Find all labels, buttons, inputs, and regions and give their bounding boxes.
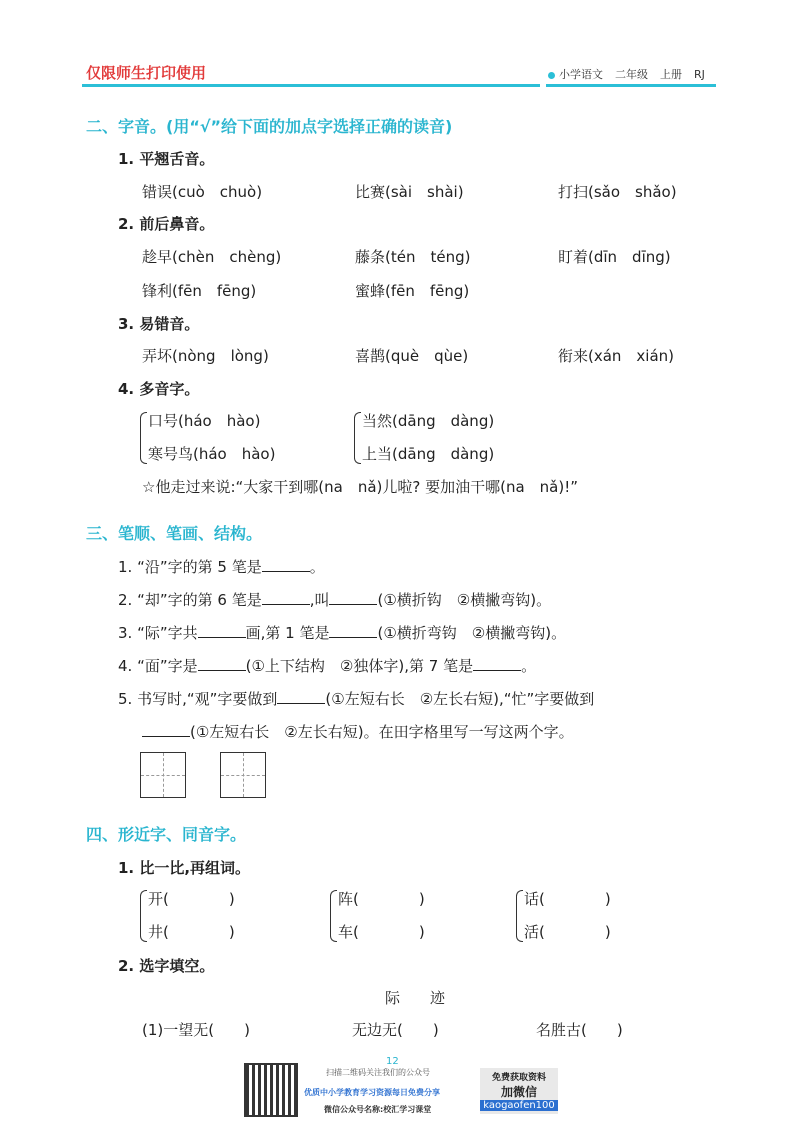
header-rule-right [546, 84, 716, 87]
pinyin-item: 趁早(chèn chèng) [142, 248, 282, 266]
question-text: (①上下结构 ②独体字),第 7 笔是 [245, 657, 474, 675]
footer-account: 微信公众号名称:校汇学习课堂 [324, 1105, 432, 1114]
brace [140, 890, 147, 942]
word-pair: 开( ) [148, 890, 235, 908]
question-text: 5. 书写时,“观”字要做到 [118, 690, 278, 708]
question-text: 3. “际”字共 [118, 624, 198, 642]
tianzi-grid[interactable] [220, 752, 266, 798]
sub-heading: 1. 比一比,再组词。 [118, 859, 251, 877]
answer-blank[interactable] [198, 656, 246, 671]
sub-heading: 2. 选字填空。 [118, 957, 215, 975]
question-4 [118, 655, 536, 676]
question-text: 。 [521, 657, 537, 675]
answer-blank[interactable] [262, 557, 310, 572]
section-3-title: 三、笔顺、笔画、结构。 [86, 524, 263, 543]
pinyin-item: 弄坏(nòng lòng) [142, 347, 269, 365]
badge-line: 加微信 [500, 1085, 537, 1099]
qr-code [244, 1063, 298, 1117]
word-pair: 活( ) [524, 923, 611, 941]
pinyin-item: 错误(cuò chuò) [142, 183, 263, 201]
section-4-title: 四、形近字、同音字。 [86, 825, 247, 844]
brace [140, 412, 147, 464]
word-pair: 井( ) [148, 923, 235, 941]
footer-slogan: 优质中小学教育学习资源每日免费分享 [304, 1088, 440, 1097]
fill-item: 无边无( ) [352, 1021, 439, 1039]
book-info [548, 66, 705, 82]
fill-item: 名胜古( ) [536, 1021, 623, 1039]
question-text: 。 [309, 558, 325, 576]
question-text: 1. “沿”字的第 5 笔是 [118, 558, 262, 576]
question-text: 2. “却”字的第 6 笔是 [118, 591, 262, 609]
question-text: ,叫 [309, 591, 330, 609]
sub-heading: 4. 多音字。 [118, 380, 200, 398]
volume: 上册 [660, 68, 682, 81]
word-pair: 车( ) [338, 923, 425, 941]
sub-heading: 1. 平翘舌音。 [118, 150, 215, 168]
page-number: 12 [386, 1056, 399, 1067]
brace [330, 890, 337, 942]
edition: RJ [694, 68, 705, 81]
sub-heading: 3. 易错音。 [118, 315, 200, 333]
pinyin-item: 衔来(xán xián) [558, 347, 675, 365]
pinyin-item: 喜鹊(què qùe) [355, 347, 469, 365]
answer-blank[interactable] [142, 722, 190, 737]
question-text: 4. “面”字是 [118, 657, 198, 675]
question-3 [118, 622, 566, 643]
fill-item: (1)一望无( ) [142, 1021, 250, 1039]
sub-heading: 2. 前后鼻音。 [118, 215, 215, 233]
pinyin-item: 锋利(fēn fēng) [142, 282, 257, 300]
grade: 二年级 [615, 68, 648, 81]
pinyin-item: 盯着(dīn dīng) [558, 248, 671, 266]
pinyin-item: 当然(dāng dàng) [362, 412, 495, 430]
pinyin-item: 寒号鸟(háo hào) [148, 445, 276, 463]
question-text: (①横折钩 ②横撇弯钩)。 [377, 591, 552, 609]
badge-line: kaogaofen100 [480, 1100, 558, 1111]
bullet-icon [548, 72, 555, 79]
question-5-cont [142, 721, 574, 742]
pinyin-item: 上当(dāng dàng) [362, 445, 495, 463]
section-2-title: 二、字音。(用“√”给下面的加点字选择正确的读音) [86, 117, 453, 136]
brace [354, 412, 361, 464]
wechat-badge [480, 1068, 558, 1114]
polyphone-sentence: ☆他走过来说:“大家干到哪(na nǎ)儿啦? 要加油干哪(na nǎ)!” [142, 478, 578, 496]
footer-scan: 扫描二维码关注我们的公众号 [326, 1068, 430, 1077]
brace [516, 890, 523, 942]
question-text: 画,第 1 笔是 [245, 624, 330, 642]
tianzi-grid[interactable] [140, 752, 186, 798]
question-5 [118, 688, 594, 709]
answer-blank[interactable] [198, 623, 246, 638]
answer-blank[interactable] [277, 689, 325, 704]
word-pair: 话( ) [524, 890, 611, 908]
header-rule-left [82, 84, 540, 87]
badge-line: 免费获取资料 [491, 1073, 546, 1083]
question-text: (①左短右长 ②左长右短)。在田字格里写一写这两个字。 [190, 723, 574, 741]
word-pair: 阵( ) [338, 890, 425, 908]
pinyin-item: 藤条(tén téng) [355, 248, 471, 266]
answer-blank[interactable] [473, 656, 521, 671]
question-text: (①左短右长 ②左长右短),“忙”字要做到 [325, 690, 595, 708]
pinyin-item: 口号(háo hào) [148, 412, 261, 430]
answer-blank[interactable] [329, 590, 377, 605]
print-notice: 仅限师生打印使用 [86, 64, 207, 82]
question-2 [118, 589, 551, 610]
answer-blank[interactable] [262, 590, 310, 605]
answer-blank[interactable] [329, 623, 377, 638]
question-1 [118, 556, 325, 577]
question-text: (①横折弯钩 ②横撇弯钩)。 [377, 624, 567, 642]
pinyin-item: 打扫(sǎo shǎo) [558, 183, 677, 201]
choice-chars: 际 迹 [385, 989, 446, 1007]
pinyin-item: 比赛(sài shài) [355, 183, 464, 201]
pinyin-item: 蜜蜂(fēn fēng) [355, 282, 470, 300]
subject: 小学语文 [559, 68, 603, 81]
